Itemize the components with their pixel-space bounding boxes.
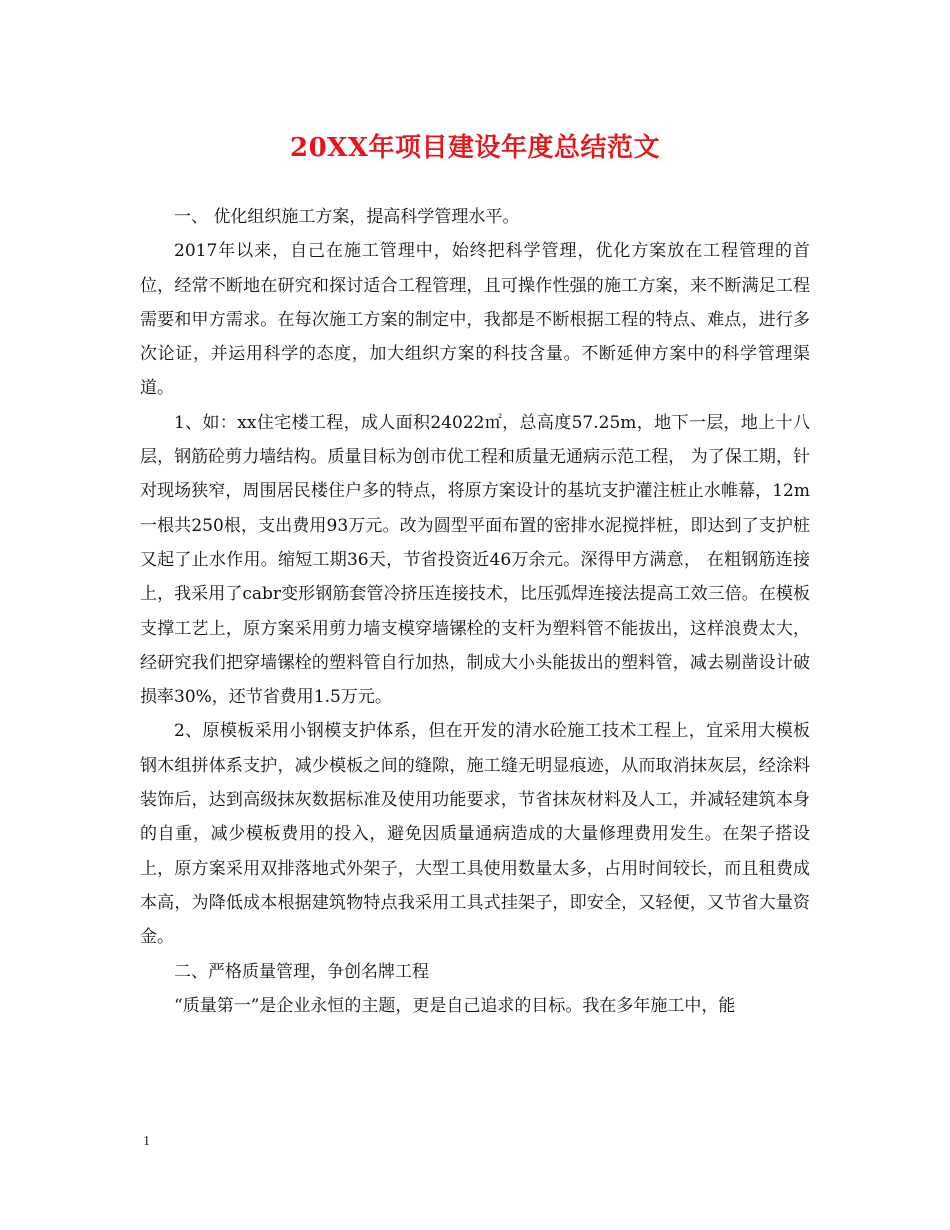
body-paragraph: “质量第一”是企业永恒的主题，更是自己追求的目标。我在多年施工中，能 <box>174 995 736 1016</box>
body-paragraph: 1、如：xx住宅楼工程，成人面积24022㎡，总高度57.25m，地下一层，地上十八层，钢筋砼剪力墙结构。质量目标为创市优工程和质量无通病示范工程， 为了保工期，针对现场狭窄，周围居民楼住户多的特点，将原方案设计的基坑支护灌注桩止水帷幕，12m一根共250根，支出费用93万元。改为圆型平面布置的密排水泥搅拌桩，即达到了支护桩又起了止水作用。缩短工期36天，节省投资近46万余元。深得甲方满意， 在粗钢筋连接上，我采用了cabr变形钢筋套管冷挤压连接技术，比压弧焊连接法提高工效三倍。在模板支撑工艺上，原方案采用剪力墙支模穿墙镙栓的支杆为塑料管不能拔出，这样浪费太大，经研究我们把穿墙镙栓的塑料管自行加热，制成大小头能拔出的塑料管，减去剔凿设计破损率30%，还节省费用1.5万元。 <box>140 412 810 708</box>
document-title: 20XX年项目建设年度总结范文 <box>289 133 661 163</box>
body-paragraph: 2、原模板采用小钢模支护体系，但在开发的清水砼施工技术工程上，宜采用大模板钢木组拼体系支护，减少模板之间的缝隙，施工缝无明显痕迹，从而取消抹灰层，经涂料装饰后，达到高级抹灰数据标准及使用功能要求，节省抹灰材料及人工，并减轻建筑本身的自重，减少模板费用的投入，避免因质量通病造成的大量修理费用发生。在架子搭设上，原方案采用双排落地式外架子，大型工具使用数量太多，占用时间较长，而且租费成本高，为降低成本根据建筑物特点我采用工具式挂架子，即安全，又轻便，又节省大量资金。 <box>140 721 810 948</box>
body-paragraph: 2017年以来，自己在施工管理中，始终把科学管理，优化方案放在工程管理的首位，经常不断地在研究和探讨适合工程管理，且可操作性强的施工方案，来不断满足工程需要和甲方需求。在每次施工方案的制定中，我都是不断根据工程的特点、难点，进行多次论证，并运用科学的态度，加大组织方案的科技含量。不断延伸方案中的科学管理渠道。 <box>140 241 810 399</box>
document-body <box>140 200 810 1023</box>
section-heading-2: 二、严格质量管理，争创名牌工程 <box>174 961 429 982</box>
page-number: 1 <box>143 1134 150 1149</box>
section-heading-1: 一、 优化组织施工方案，提高科学管理水平。 <box>174 207 520 227</box>
